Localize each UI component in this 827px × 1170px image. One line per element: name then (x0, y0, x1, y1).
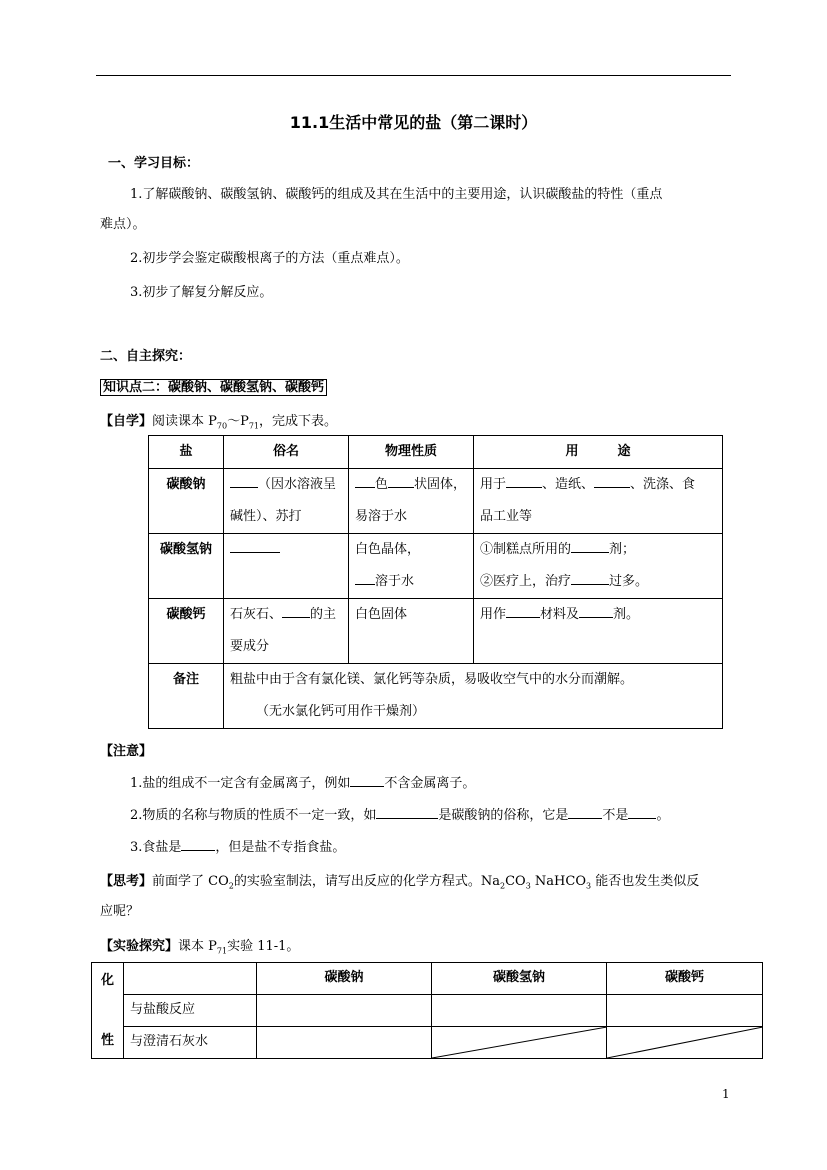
side-label-char: 性 (100, 1032, 114, 1048)
table-header: 碳酸钠 (257, 963, 432, 995)
table-header: 俗名 (224, 436, 349, 469)
blank (388, 474, 414, 488)
think-line-1 (100, 870, 699, 891)
answer-cell (432, 995, 607, 1027)
cell-alias (224, 599, 349, 664)
blank (350, 773, 384, 787)
cell-physical (349, 534, 474, 599)
page-number: 1 (722, 1087, 730, 1101)
self-study-text: 阅读课本 P (152, 414, 217, 429)
row-label: 与澄清石灰水 (124, 1027, 257, 1059)
goal-1-line-2: 难点）。 (100, 217, 146, 232)
subscript: 3 (525, 881, 531, 891)
experiment-line (100, 935, 299, 956)
self-study-tag: 【自学】 (100, 414, 153, 429)
cell-use (474, 534, 723, 599)
cell-text: 的主 (310, 607, 337, 622)
cell-physical (349, 599, 474, 664)
table-header: 用 途 (474, 436, 723, 469)
note-line-2: （无水氯化钙可用作干燥剂） (256, 704, 426, 719)
subscript: 71 (216, 946, 228, 956)
empty-header-cell (124, 963, 257, 995)
line-text: 前面学了 CO (152, 874, 229, 889)
cell-text: 过多。 (609, 574, 649, 589)
cell-text: 、造纸、 (542, 477, 595, 492)
blank (506, 474, 542, 488)
cell-text: 用作 (480, 607, 507, 622)
line-text: 2.物质的名称与物质的性质不一定一致，如 (130, 808, 377, 823)
blank (506, 604, 540, 618)
salt-properties-table (148, 435, 723, 729)
cell-text: 状固体， (414, 477, 467, 492)
blank (230, 474, 258, 488)
blank (355, 571, 375, 585)
cell-text: 材料及 (540, 607, 580, 622)
subscript: 71 (248, 421, 260, 431)
blank (571, 539, 609, 553)
cell-use (474, 599, 723, 664)
attention-3 (130, 836, 345, 855)
cell-text: 色 (375, 477, 389, 492)
line-text: 3.食盐是 (130, 840, 182, 855)
cell-text: 剂； (609, 542, 636, 557)
table-header: 盐 (149, 436, 224, 469)
line-text: 是碳酸钠的俗称，它是 (438, 808, 569, 823)
blank (571, 571, 609, 585)
self-study-text: ～P (227, 414, 249, 429)
answer-cell (257, 1027, 432, 1059)
table-header: 碳酸钙 (607, 963, 763, 995)
diagonal-line (607, 1027, 763, 1058)
subscript: 2 (228, 881, 234, 891)
cell-text: 品工业等 (480, 509, 533, 524)
cell-text: 易溶于水 (355, 509, 408, 524)
row-name-sodium-carbonate: 碳酸钠 (149, 469, 224, 534)
self-study-text: ，完成下表。 (259, 414, 338, 429)
goals-heading: 一、学习目标： (108, 156, 200, 171)
blank (181, 837, 215, 851)
goal-3: 3.初步了解复分解反应。 (130, 285, 273, 300)
cell-text: 要成分 (230, 639, 270, 654)
blank (568, 805, 602, 819)
subscript: 70 (216, 421, 228, 431)
self-study-line (100, 410, 337, 431)
cell-text: 用于 (480, 477, 507, 492)
diagonal-line (432, 1027, 607, 1058)
line-text: 能否也发生类似反 (591, 874, 700, 889)
table-header: 碳酸氢钠 (432, 963, 607, 995)
cell-text: 白色固体 (355, 607, 408, 622)
attention-2 (130, 804, 669, 823)
subscript: 3 (586, 881, 592, 891)
side-label (92, 963, 124, 1059)
goal-1-line-1: 1.了解碳酸钠、碳酸氢钠、碳酸钙的组成及其在生活中的主要用途，认识碳酸盐的特性（重点 (130, 187, 663, 202)
cell-text: （因水溶液呈 (258, 477, 337, 492)
cell-physical (349, 469, 474, 534)
goal-2: 2.初步学会鉴定碳酸根离子的方法（重点难点）。 (130, 251, 409, 266)
knowledge-point-box (100, 376, 327, 395)
cell-text: 溶于水 (375, 574, 415, 589)
page-title: 11.1生活中常见的盐（第二课时） (289, 113, 538, 132)
cell-text: ②医疗上，治疗 (480, 574, 572, 589)
line-text: 课本 P (178, 939, 217, 954)
crossed-cell (432, 1027, 607, 1059)
line-text: 实验 11-1。 (227, 939, 300, 954)
line-text: 不含金属离子。 (384, 776, 476, 791)
explore-heading: 二、自主探究： (100, 349, 192, 364)
row-name-calcium-carbonate: 碳酸钙 (149, 599, 224, 664)
cell-text: 石灰石、 (230, 607, 283, 622)
cell-text: 白色晶体， (355, 542, 421, 557)
blank (355, 474, 375, 488)
attention-1 (130, 772, 475, 791)
answer-cell (257, 995, 432, 1027)
experiment-tag: 【实验探究】 (100, 939, 179, 954)
think-tag: 【思考】 (100, 874, 153, 889)
chemical-properties-table (91, 962, 763, 1059)
cell-text: 剂。 (613, 607, 640, 622)
blank (579, 604, 613, 618)
crossed-cell (607, 1027, 763, 1059)
blank (282, 604, 310, 618)
line-text: 的实验室制法，请写出反应的化学方程式。Na (233, 874, 500, 889)
note-line-1: 粗盐中由于含有氯化镁、氯化钙等杂质，易吸收空气中的水分而潮解。 (230, 672, 634, 687)
cell-use (474, 469, 723, 534)
line-text: 。 (656, 808, 670, 823)
knowledge-point-label: 知识点二：碳酸钠、碳酸氢钠、碳酸钙 (100, 379, 327, 396)
table-header: 物理性质 (349, 436, 474, 469)
cell-text: ①制糕点所用的 (480, 542, 572, 557)
subscript: 2 (500, 881, 506, 891)
answer-cell (607, 995, 763, 1027)
blank (594, 474, 630, 488)
row-label: 与盐酸反应 (124, 995, 257, 1027)
cell-alias (224, 534, 349, 599)
line-text: NaHCO (530, 874, 586, 889)
row-name-sodium-bicarbonate: 碳酸氢钠 (149, 534, 224, 599)
cell-text: 、洗涤、食 (630, 477, 696, 492)
line-text: CO (505, 874, 526, 889)
cell-alias (224, 469, 349, 534)
blank (628, 805, 656, 819)
think-line-2: 应呢？ (100, 904, 140, 919)
row-name-note: 备注 (149, 664, 224, 729)
line-text: 1.盐的组成不一定含有金属离子，例如 (130, 776, 351, 791)
header-rule (96, 75, 731, 76)
cell-text: 碱性）、苏打 (230, 509, 302, 524)
blank (376, 805, 438, 819)
line-text: ，但是盐不专指食盐。 (215, 840, 346, 855)
blank (230, 539, 280, 553)
attention-tag: 【注意】 (100, 744, 153, 759)
line-text: 不是 (602, 808, 629, 823)
cell-note (224, 664, 723, 729)
side-label-char: 化 (100, 972, 114, 988)
